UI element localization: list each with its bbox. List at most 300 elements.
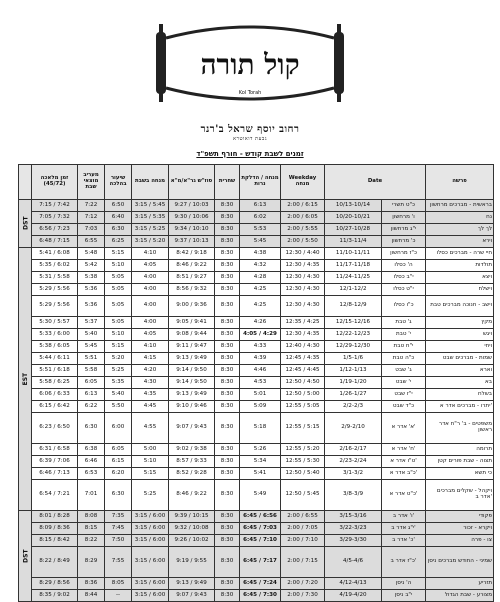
cell-maariv: 6:55 bbox=[78, 236, 105, 248]
cell-weekday-mincha: 12:50 / 5:00 bbox=[281, 389, 325, 401]
cell-shacharis: 8:30 bbox=[215, 578, 240, 590]
cell-mincha-candles: 4:33 bbox=[240, 341, 281, 353]
header-szs: סוז"ש גר"א/מ"א bbox=[169, 165, 215, 200]
cell-mincha-shabbos: 4:10 bbox=[132, 248, 169, 260]
cell-hebrew-date: כ' מרחשון bbox=[382, 236, 426, 248]
cell-weekday-mincha: 2:00 / 6:55 bbox=[281, 511, 325, 523]
cell-szs: 8:56 / 9:32 bbox=[169, 284, 215, 296]
time-zone-text: DST bbox=[22, 216, 30, 231]
cell-mincha-candles: 5:34 bbox=[240, 456, 281, 468]
cell-mincha-shabbos: 4:55 bbox=[132, 413, 169, 444]
header-maariv: מעריב מוצאי שבת bbox=[78, 165, 105, 200]
cell-melacha: 8:35 / 9:02 bbox=[32, 590, 78, 602]
cell-szs: 9:10 / 9:46 bbox=[169, 401, 215, 413]
cell-szs: 9:14 / 9:50 bbox=[169, 365, 215, 377]
cell-parsha: ויקהל - שקלים מברכים אדר ב' bbox=[426, 480, 494, 511]
cell-melacha: 5:58 / 6:25 bbox=[32, 377, 78, 389]
cell-hebrew-date: כ"ז מרחשון bbox=[382, 248, 426, 260]
cell-weekday-mincha: 12:30 / 4:30 bbox=[281, 272, 325, 284]
cell-mincha-candles: 5:01 bbox=[240, 389, 281, 401]
cell-mincha-shabbos: 4:30 bbox=[132, 377, 169, 389]
cell-hebrew-date: כ"ז אדר ב' bbox=[382, 547, 426, 578]
cell-parsha: פקודי bbox=[426, 511, 494, 523]
cell-parsha: וישב - חנוכה מברכים טבת bbox=[426, 296, 494, 317]
cell-mincha-candles: 4:26 bbox=[240, 317, 281, 329]
table-row bbox=[19, 296, 494, 317]
cell-weekday-mincha: 12:35 / 4:25 bbox=[281, 317, 325, 329]
cell-hebrew-date: י"ח טבת bbox=[382, 341, 426, 353]
cell-shiur: 6:05 bbox=[105, 444, 132, 456]
cell-shiur: 5:05 bbox=[105, 284, 132, 296]
schedule-heading: זמנים לשבת קודש - חורף תשפ"ד bbox=[196, 150, 304, 158]
cell-maariv: 7:01 bbox=[78, 480, 105, 511]
cell-szs: 9:13 / 9:49 bbox=[169, 578, 215, 590]
cell-shiur: 5:25 bbox=[105, 365, 132, 377]
cell-szs: 8:57 / 9:33 bbox=[169, 456, 215, 468]
cell-parsha: מצורע - שבת הגדול bbox=[426, 590, 494, 602]
table-row bbox=[19, 377, 494, 389]
cell-mincha-shabbos: 4:20 bbox=[132, 365, 169, 377]
table-row bbox=[19, 413, 494, 444]
cell-shacharis: 8:30 bbox=[215, 317, 240, 329]
cell-melacha: 5:33 / 6:00 bbox=[32, 329, 78, 341]
cell-maariv: 7:03 bbox=[78, 224, 105, 236]
cell-melacha: 5:29 / 5:56 bbox=[32, 296, 78, 317]
cell-szs: 9:32 / 10:08 bbox=[169, 523, 215, 535]
cell-weekday-mincha: 2:00 / 7:30 bbox=[281, 590, 325, 602]
cell-szs: 9:07 / 9:43 bbox=[169, 590, 215, 602]
cell-szs: 9:14 / 9:50 bbox=[169, 377, 215, 389]
cell-shacharis: 8:30 bbox=[215, 377, 240, 389]
cell-parsha: בא bbox=[426, 377, 494, 389]
cell-weekday-mincha: 2:00 / 7:05 bbox=[281, 523, 325, 535]
cell-parsha: לך לך bbox=[426, 224, 494, 236]
cell-weekday-mincha: 12:45 / 4:45 bbox=[281, 365, 325, 377]
cell-parsha: צו - פרה bbox=[426, 535, 494, 547]
cell-shiur: 7:45 bbox=[105, 523, 132, 535]
table-row bbox=[19, 480, 494, 511]
table-row bbox=[19, 590, 494, 602]
cell-shacharis: 8:30 bbox=[215, 401, 240, 413]
cell-shiur: 5:50 bbox=[105, 401, 132, 413]
table-row bbox=[19, 248, 494, 260]
cell-shacharis: 8:30 bbox=[215, 535, 240, 547]
table-header-row bbox=[19, 165, 494, 200]
cell-weekday-mincha: 12:30 / 4:35 bbox=[281, 329, 325, 341]
table-row bbox=[19, 353, 494, 365]
cell-parsha: תזריע bbox=[426, 578, 494, 590]
cell-shiur: 6:25 bbox=[105, 236, 132, 248]
cell-maariv: 7:12 bbox=[78, 212, 105, 224]
cell-hebrew-date: כ"ט אדר א' bbox=[382, 480, 426, 511]
cell-date-range: 1/26-1/27 bbox=[325, 389, 382, 401]
cell-date-range: 3/1-3/2 bbox=[325, 468, 382, 480]
header-melacha: זמן מלאכה (45/72) bbox=[32, 165, 78, 200]
cell-shacharis: 8:30 bbox=[215, 272, 240, 284]
cell-maariv: 7:22 bbox=[78, 200, 105, 212]
table-row bbox=[19, 224, 494, 236]
cell-shacharis: 8:30 bbox=[215, 260, 240, 272]
cell-melacha: 5:30 / 5:57 bbox=[32, 317, 78, 329]
table-row bbox=[19, 341, 494, 353]
logo-title: קול תורה bbox=[200, 48, 300, 81]
cell-parsha: ויחי bbox=[426, 341, 494, 353]
cell-mincha-candles: 6:45 / 7:10 bbox=[240, 535, 281, 547]
table-row bbox=[19, 272, 494, 284]
cell-date-range: 10/13-10/14 bbox=[325, 200, 382, 212]
cell-mincha-shabbos: 5:15 bbox=[132, 468, 169, 480]
cell-hebrew-date: י' שבט bbox=[382, 377, 426, 389]
cell-parsha: תולדות bbox=[426, 260, 494, 272]
cell-szs: 9:13 / 9:49 bbox=[169, 353, 215, 365]
table-row bbox=[19, 578, 494, 590]
cell-maariv: 8:15 bbox=[78, 523, 105, 535]
cell-date-range: 11/24-11/25 bbox=[325, 272, 382, 284]
time-zone-label bbox=[19, 248, 32, 511]
cell-maariv: 6:30 bbox=[78, 413, 105, 444]
cell-mincha-shabbos: 4:00 bbox=[132, 272, 169, 284]
cell-parsha: ויגש bbox=[426, 329, 494, 341]
cell-hebrew-date: י"ט כסלו bbox=[382, 284, 426, 296]
cell-szs: 9:30 / 10:06 bbox=[169, 212, 215, 224]
cell-maariv: 5:38 bbox=[78, 272, 105, 284]
cell-mincha-shabbos: 4:00 bbox=[132, 317, 169, 329]
address-text: רחוב יוסף שראל ב'רנר bbox=[200, 124, 300, 135]
cell-shiur: 6:20 bbox=[105, 468, 132, 480]
cell-weekday-mincha: 2:00 / 5:55 bbox=[281, 224, 325, 236]
cell-melacha: 7:15 / 7:42 bbox=[32, 200, 78, 212]
cell-hebrew-date: ג' שבט bbox=[382, 365, 426, 377]
header-shiur: שיעור בהלכה bbox=[105, 165, 132, 200]
cell-hebrew-date: י"ב כסלו bbox=[382, 272, 426, 284]
address-subtitle bbox=[0, 124, 500, 142]
cell-shiur: 6:40 bbox=[105, 212, 132, 224]
cell-maariv: 6:05 bbox=[78, 377, 105, 389]
cell-weekday-mincha: 12:55 / 5:05 bbox=[281, 401, 325, 413]
cell-mincha-shabbos: 3:15 / 6:00 bbox=[132, 578, 169, 590]
cell-date-range: 10/27-10/28 bbox=[325, 224, 382, 236]
cell-shiur: 5:15 bbox=[105, 341, 132, 353]
cell-mincha-shabbos: 4:35 bbox=[132, 389, 169, 401]
cell-mincha-candles: 4:32 bbox=[240, 260, 281, 272]
cell-melacha: 8:01 / 8:28 bbox=[32, 511, 78, 523]
cell-weekday-mincha: 12:45 / 4:35 bbox=[281, 353, 325, 365]
cell-shiur: 6:30 bbox=[105, 224, 132, 236]
table-row bbox=[19, 284, 494, 296]
table-row bbox=[19, 317, 494, 329]
cell-shacharis: 8:30 bbox=[215, 413, 240, 444]
cell-mincha-shabbos: 4:10 bbox=[132, 341, 169, 353]
cell-date-range: 11/10-11/11 bbox=[325, 248, 382, 260]
cell-hebrew-date: כ"ו כסלו bbox=[382, 296, 426, 317]
cell-maariv: 5:42 bbox=[78, 260, 105, 272]
cell-mincha-shabbos: 4:00 bbox=[132, 296, 169, 317]
cell-melacha: 6:31 / 6:58 bbox=[32, 444, 78, 456]
cell-date-range: 2/9-2/10 bbox=[325, 413, 382, 444]
cell-szs: 8:51 / 9:27 bbox=[169, 272, 215, 284]
cell-parsha: חיי שרה - מברכים כסלו bbox=[426, 248, 494, 260]
cell-shacharis: 8:30 bbox=[215, 236, 240, 248]
cell-weekday-mincha: 2:00 / 6:15 bbox=[281, 200, 325, 212]
cell-melacha: 6:06 / 6:33 bbox=[32, 389, 78, 401]
cell-maariv: 8:22 bbox=[78, 535, 105, 547]
cell-shacharis: 8:30 bbox=[215, 200, 240, 212]
cell-mincha-shabbos: 3:15 / 6:00 bbox=[132, 523, 169, 535]
cell-shacharis: 8:30 bbox=[215, 341, 240, 353]
table-row bbox=[19, 236, 494, 248]
cell-maariv: 6:38 bbox=[78, 444, 105, 456]
cell-mincha-candles: 5:18 bbox=[240, 413, 281, 444]
cell-szs: 9:26 / 10:02 bbox=[169, 535, 215, 547]
cell-date-range: 3/29-3/30 bbox=[325, 535, 382, 547]
cell-hebrew-date: י"ג מרחשון bbox=[382, 224, 426, 236]
cell-date-range: 1/5-1/6 bbox=[325, 353, 382, 365]
cell-melacha: 8:22 / 8:49 bbox=[32, 547, 78, 578]
cell-hebrew-date: כ' אדר ב' bbox=[382, 535, 426, 547]
cell-mincha-candles: 4:46 bbox=[240, 365, 281, 377]
cell-mincha-shabbos: 3:15 / 5:45 bbox=[132, 200, 169, 212]
table-row bbox=[19, 523, 494, 535]
cell-date-range: 12/22-12/23 bbox=[325, 329, 382, 341]
cell-mincha-candles: 5:09 bbox=[240, 401, 281, 413]
cell-szs: 9:00 / 9:36 bbox=[169, 296, 215, 317]
cell-maariv: 5:48 bbox=[78, 248, 105, 260]
cell-mincha-candles: 6:02 bbox=[240, 212, 281, 224]
cell-mincha-shabbos: 3:15 / 5:35 bbox=[132, 212, 169, 224]
cell-shacharis: 8:30 bbox=[215, 456, 240, 468]
cell-hebrew-date: כ"ד שבט bbox=[382, 401, 426, 413]
cell-shiur: 6:15 bbox=[105, 456, 132, 468]
cell-date-range: 3/22-3/23 bbox=[325, 523, 382, 535]
table-row bbox=[19, 329, 494, 341]
cell-mincha-candles: 4:53 bbox=[240, 377, 281, 389]
cell-melacha: 6:39 / 7:06 bbox=[32, 456, 78, 468]
cell-mincha-shabbos: 3:15 / 6:00 bbox=[132, 511, 169, 523]
cell-hebrew-date: ו' מרחשון bbox=[382, 212, 426, 224]
cell-melacha: 5:51 / 6:18 bbox=[32, 365, 78, 377]
cell-hebrew-date: ט"ו אדר א' bbox=[382, 456, 426, 468]
cell-maariv: 5:45 bbox=[78, 341, 105, 353]
cell-hebrew-date: א' אדר א' bbox=[382, 413, 426, 444]
cell-shiur: 5:35 bbox=[105, 377, 132, 389]
cell-melacha: 5:44 / 6:11 bbox=[32, 353, 78, 365]
cell-szs: 8:46 / 9:22 bbox=[169, 480, 215, 511]
cell-hebrew-date: י"ב ניסן bbox=[382, 590, 426, 602]
cell-date-range: 2/2-2/3 bbox=[325, 401, 382, 413]
cell-shacharis: 8:30 bbox=[215, 444, 240, 456]
cell-melacha: 6:15 / 6:42 bbox=[32, 401, 78, 413]
cell-weekday-mincha: 12:55 / 5:30 bbox=[281, 456, 325, 468]
cell-parsha: נח bbox=[426, 212, 494, 224]
cell-shiur: 5:20 bbox=[105, 353, 132, 365]
cell-mincha-candles: 5:26 bbox=[240, 444, 281, 456]
zone-header bbox=[19, 165, 32, 200]
cell-mincha-shabbos: 4:00 bbox=[132, 284, 169, 296]
cell-mincha-candles: 6:45 / 7:24 bbox=[240, 578, 281, 590]
address-small: גבעת דואוטרא bbox=[233, 136, 267, 142]
table-row bbox=[19, 468, 494, 480]
cell-mincha-candles: 4:28 bbox=[240, 272, 281, 284]
cell-hebrew-date: י"ז שבט bbox=[382, 389, 426, 401]
cell-shiur: 7:35 bbox=[105, 511, 132, 523]
header-parsha: פרשה bbox=[426, 165, 494, 200]
cell-mincha-candles: 5:53 bbox=[240, 224, 281, 236]
cell-shacharis: 8:30 bbox=[215, 547, 240, 578]
cell-mincha-candles: 6:45 / 6:56 bbox=[240, 511, 281, 523]
cell-maariv: 6:22 bbox=[78, 401, 105, 413]
cell-mincha-candles: 4:05 / 4:29 bbox=[240, 329, 281, 341]
cell-mincha-candles: 6:45 / 7:17 bbox=[240, 547, 281, 578]
kol-torah-logo bbox=[150, 18, 350, 118]
cell-date-range: 4/19-4/20 bbox=[325, 590, 382, 602]
cell-mincha-candles: 4:25 bbox=[240, 296, 281, 317]
cell-date-range: 1/12-1/13 bbox=[325, 365, 382, 377]
cell-shacharis: 8:30 bbox=[215, 389, 240, 401]
cell-melacha: 6:54 / 7:21 bbox=[32, 480, 78, 511]
cell-mincha-shabbos: 3:15 / 6:00 bbox=[132, 547, 169, 578]
cell-szs: 9:07 / 9:43 bbox=[169, 413, 215, 444]
cell-mincha-shabbos: 4:05 bbox=[132, 260, 169, 272]
cell-shiur: 6:50 bbox=[105, 200, 132, 212]
cell-shacharis: 8:30 bbox=[215, 224, 240, 236]
cell-shacharis: 8:30 bbox=[215, 248, 240, 260]
cell-weekday-mincha: 2:00 / 6:05 bbox=[281, 212, 325, 224]
cell-weekday-mincha: 12:30 / 4:30 bbox=[281, 296, 325, 317]
cell-shiur: 5:15 bbox=[105, 248, 132, 260]
cell-shiur: -- bbox=[105, 590, 132, 602]
table-row bbox=[19, 456, 494, 468]
cell-shacharis: 8:30 bbox=[215, 353, 240, 365]
cell-mincha-candles: 4:25 bbox=[240, 284, 281, 296]
cell-szs: 9:05 / 9:41 bbox=[169, 317, 215, 329]
cell-mincha-shabbos: 5:25 bbox=[132, 480, 169, 511]
cell-szs: 9:37 / 10:13 bbox=[169, 236, 215, 248]
cell-parsha: תצוה - שבת פורים קטן bbox=[426, 456, 494, 468]
cell-melacha: 8:15 / 8:42 bbox=[32, 535, 78, 547]
cell-hebrew-date: כ"ב אדר א' bbox=[382, 468, 426, 480]
cell-parsha: וירא bbox=[426, 236, 494, 248]
cell-maariv: 5:36 bbox=[78, 296, 105, 317]
cell-parsha: ויצא bbox=[426, 272, 494, 284]
cell-parsha: כי תשא bbox=[426, 468, 494, 480]
cell-shiur: 6:00 bbox=[105, 413, 132, 444]
cell-melacha: 5:31 / 5:58 bbox=[32, 272, 78, 284]
cell-shiur: 6:30 bbox=[105, 480, 132, 511]
cell-maariv: 8:29 bbox=[78, 547, 105, 578]
cell-melacha: 8:09 / 8:36 bbox=[32, 523, 78, 535]
cell-parsha: משפטים - ב' ר"ח אדר ראשון bbox=[426, 413, 494, 444]
cell-melacha: 6:23 / 6:50 bbox=[32, 413, 78, 444]
time-zone-label bbox=[19, 200, 32, 248]
cell-parsha: ויקרא - זכור bbox=[426, 523, 494, 535]
header-mincha-shabbos: מנחה בשבת bbox=[132, 165, 169, 200]
cell-mincha-candles: 6:13 bbox=[240, 200, 281, 212]
table-row bbox=[19, 260, 494, 272]
header-weekday-mincha: Weekday מנחה bbox=[281, 165, 325, 200]
cell-shiur: 7:50 bbox=[105, 535, 132, 547]
cell-date-range: 1/19-1/20 bbox=[325, 377, 382, 389]
cell-melacha: 5:35 / 6:02 bbox=[32, 260, 78, 272]
cell-parsha: וישלח bbox=[426, 284, 494, 296]
cell-weekday-mincha: 12:30 / 4:30 bbox=[281, 284, 325, 296]
cell-shiur: 5:10 bbox=[105, 329, 132, 341]
cell-hebrew-date: י"ג אדר ב' bbox=[382, 523, 426, 535]
cell-maariv: 6:13 bbox=[78, 389, 105, 401]
cell-date-range: 11/17-11/18 bbox=[325, 260, 382, 272]
cell-hebrew-date: כ"ט תשרי bbox=[382, 200, 426, 212]
cell-weekday-mincha: 2:00 / 7:10 bbox=[281, 535, 325, 547]
cell-hebrew-date: ה' ניסן bbox=[382, 578, 426, 590]
cell-date-range: 11/3-11/4 bbox=[325, 236, 382, 248]
cell-date-range: 2/16-2/17 bbox=[325, 444, 382, 456]
cell-melacha: 6:56 / 7:23 bbox=[32, 224, 78, 236]
cell-parsha: וארא bbox=[426, 365, 494, 377]
cell-date-range: 12/29-12/30 bbox=[325, 341, 382, 353]
cell-shacharis: 8:30 bbox=[215, 212, 240, 224]
cell-shiur: 7:55 bbox=[105, 547, 132, 578]
cell-maariv: 5:58 bbox=[78, 365, 105, 377]
cell-szs: 8:42 / 9:18 bbox=[169, 248, 215, 260]
cell-shacharis: 8:30 bbox=[215, 511, 240, 523]
table-row bbox=[19, 444, 494, 456]
header-date: Date bbox=[325, 165, 426, 200]
cell-shacharis: 8:30 bbox=[215, 284, 240, 296]
time-zone-label bbox=[19, 511, 32, 602]
cell-weekday-mincha: 2:00 / 5:50 bbox=[281, 236, 325, 248]
time-zone-text: EST bbox=[22, 372, 30, 386]
cell-maariv: 8:08 bbox=[78, 511, 105, 523]
cell-melacha: 7:05 / 7:32 bbox=[32, 212, 78, 224]
cell-maariv: 6:46 bbox=[78, 456, 105, 468]
cell-shiur: 5:40 bbox=[105, 389, 132, 401]
cell-parsha: תרומה bbox=[426, 444, 494, 456]
cell-mincha-candles: 5:49 bbox=[240, 480, 281, 511]
cell-szs: 9:27 / 10:03 bbox=[169, 200, 215, 212]
cell-hebrew-date: י' טבת bbox=[382, 329, 426, 341]
cell-weekday-mincha: 12:30 / 4:35 bbox=[281, 260, 325, 272]
cell-mincha-candles: 6:45 / 7:03 bbox=[240, 523, 281, 535]
cell-mincha-shabbos: 5:00 bbox=[132, 444, 169, 456]
table-row bbox=[19, 511, 494, 523]
cell-shiur: 5:05 bbox=[105, 272, 132, 284]
cell-szs: 9:19 / 9:55 bbox=[169, 547, 215, 578]
shabbos-times-table bbox=[18, 164, 494, 602]
cell-parsha: שמיני - החודש מברכים ניסן bbox=[426, 547, 494, 578]
cell-date-range: 3/8-3/9 bbox=[325, 480, 382, 511]
cell-melacha: 5:38 / 6:05 bbox=[32, 341, 78, 353]
cell-mincha-candles: 5:41 bbox=[240, 468, 281, 480]
cell-shacharis: 8:30 bbox=[215, 480, 240, 511]
cell-szs: 9:13 / 9:49 bbox=[169, 389, 215, 401]
cell-melacha: 6:48 / 7:15 bbox=[32, 236, 78, 248]
cell-szs: 8:46 / 9:22 bbox=[169, 260, 215, 272]
cell-date-range: 2/23-2/24 bbox=[325, 456, 382, 468]
cell-mincha-candles: 5:45 bbox=[240, 236, 281, 248]
cell-shiur: 5:05 bbox=[105, 317, 132, 329]
cell-weekday-mincha: 2:00 / 7:20 bbox=[281, 578, 325, 590]
cell-szs: 9:11 / 9:47 bbox=[169, 341, 215, 353]
logo-small-text: Kol Torah bbox=[238, 90, 262, 96]
cell-date-range: 3/15-3/16 bbox=[325, 511, 382, 523]
cell-date-range: 12/1-12/2 bbox=[325, 284, 382, 296]
cell-mincha-shabbos: 4:15 bbox=[132, 353, 169, 365]
cell-hebrew-date: כ"ה טבת bbox=[382, 353, 426, 365]
cell-weekday-mincha: 12:55 / 5:15 bbox=[281, 413, 325, 444]
table-row bbox=[19, 389, 494, 401]
cell-melacha: 5:41 / 6:08 bbox=[32, 248, 78, 260]
cell-shacharis: 8:30 bbox=[215, 329, 240, 341]
cell-parsha: שמות - מברכים שבט bbox=[426, 353, 494, 365]
